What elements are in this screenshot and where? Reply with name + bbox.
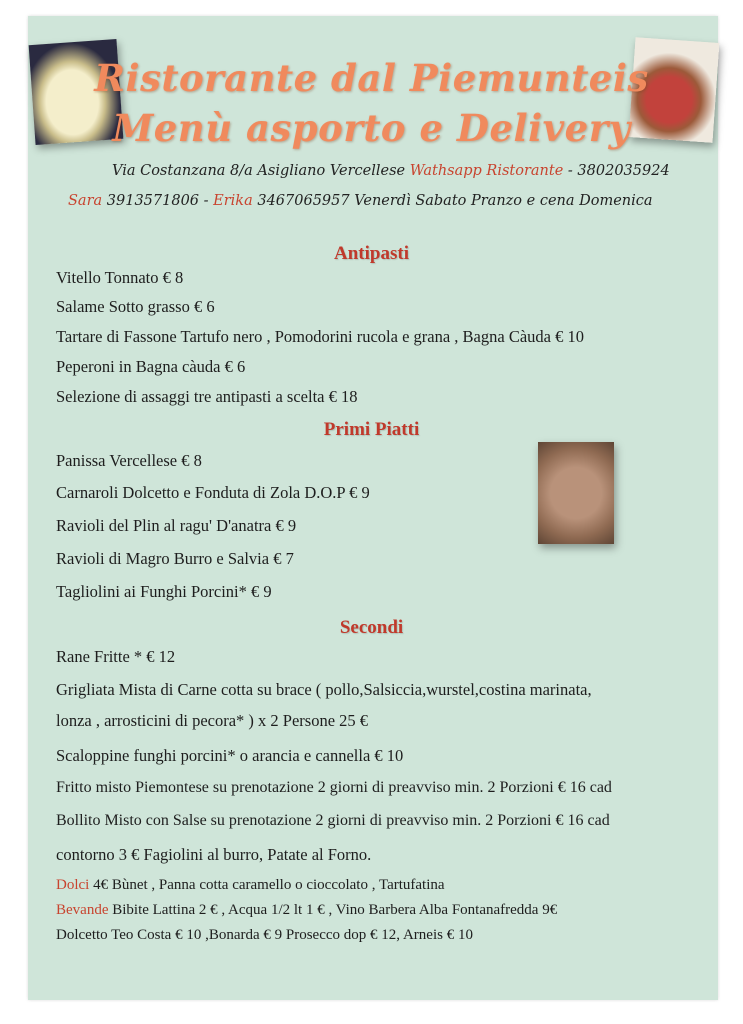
- menu-item: Selezione di assaggi tre antipasti a scelta € 18: [56, 387, 358, 406]
- dolci-line: [56, 877, 445, 894]
- menu-item: Tagliolini ai Funghi Porcini* € 9: [56, 582, 272, 601]
- contact-sara-number: 3913571806 -: [106, 193, 209, 209]
- menu-item: Tartare di Fassone Tartufo nero , Pomodorini rucola e grana , Bagna Càuda € 10: [56, 327, 584, 346]
- section-antipasti-title: Antipasti: [334, 243, 409, 264]
- bevande-line: [56, 902, 557, 919]
- bevande-label: Bevande: [56, 902, 109, 918]
- opening-hours: Venerdì Sabato Pranzo e cena Domenica: [354, 193, 653, 209]
- contact-sara: Sara: [68, 193, 103, 209]
- menu-item: lonza , arrosticini di pecora* ) x 2 Persone 25 €: [56, 711, 369, 730]
- menu-item: Ravioli del Plin al ragu' D'anatra € 9: [56, 516, 297, 535]
- bevande-line-2: Dolcetto Teo Costa € 10 ,Bonarda € 9 Prosecco dop € 12, Arneis € 10: [56, 927, 473, 943]
- dolci-text: 4€ Bùnet , Panna cotta caramello o cioccolato , Tartufatina: [89, 877, 445, 893]
- menu-subtitle: Menù asporto e Delivery: [112, 106, 631, 150]
- menu-item: Ravioli di Magro Burro e Salvia € 7: [56, 549, 294, 568]
- menu-item: contorno 3 € Fagiolini al burro, Patate al Forno.: [56, 845, 372, 864]
- whatsapp-number: - 3802035924: [567, 163, 670, 179]
- dolci-label: Dolci: [56, 877, 90, 893]
- bevande-text: Bibite Lattina 2 € , Acqua 1/2 lt 1 € , Vino Barbera Alba Fontanafredda 9€: [108, 902, 558, 918]
- menu-item: Panissa Vercellese € 8: [56, 451, 202, 470]
- contacts-line: [68, 193, 653, 209]
- section-primi-title: Primi Piatti: [323, 419, 420, 440]
- menu-item: Vitello Tonnato € 8: [56, 268, 184, 287]
- menu-item: Fritto misto Piemontese su prenotazione 2 giorni di preavviso min. 2 Porzioni € 16 cad: [56, 779, 612, 796]
- menu-item: Carnaroli Dolcetto e Fonduta di Zola D.O.P € 9: [56, 483, 370, 502]
- menu-item: Peperoni in Bagna càuda € 6: [56, 357, 246, 376]
- address: Via Costanzana 8/a Asigliano Vercellese: [112, 163, 406, 179]
- contact-erika: Erika: [213, 193, 253, 209]
- menu-item: Scaloppine funghi porcini* o arancia e cannella € 10: [56, 746, 404, 765]
- menu-item: Salame Sotto grasso € 6: [56, 297, 215, 316]
- menu-item: Rane Fritte * € 12: [56, 647, 176, 666]
- section-secondi-title: Secondi: [339, 617, 404, 638]
- contact-erika-number: 3467065957: [257, 193, 350, 209]
- restaurant-name: Ristorante dal Piemunteis: [94, 56, 649, 100]
- menu-item: Bollito Misto con Salse su prenotazione 2 giorni di preavviso min. 2 Porzioni € 16 cad: [56, 812, 610, 829]
- photo-risotto: [538, 442, 614, 544]
- whatsapp-label: Wathsapp Ristorante: [409, 163, 564, 179]
- menu-item: Grigliata Mista di Carne cotta su brace ( pollo,Salsiccia,wurstel,costina marinata,: [56, 680, 592, 699]
- address-line: [112, 163, 670, 179]
